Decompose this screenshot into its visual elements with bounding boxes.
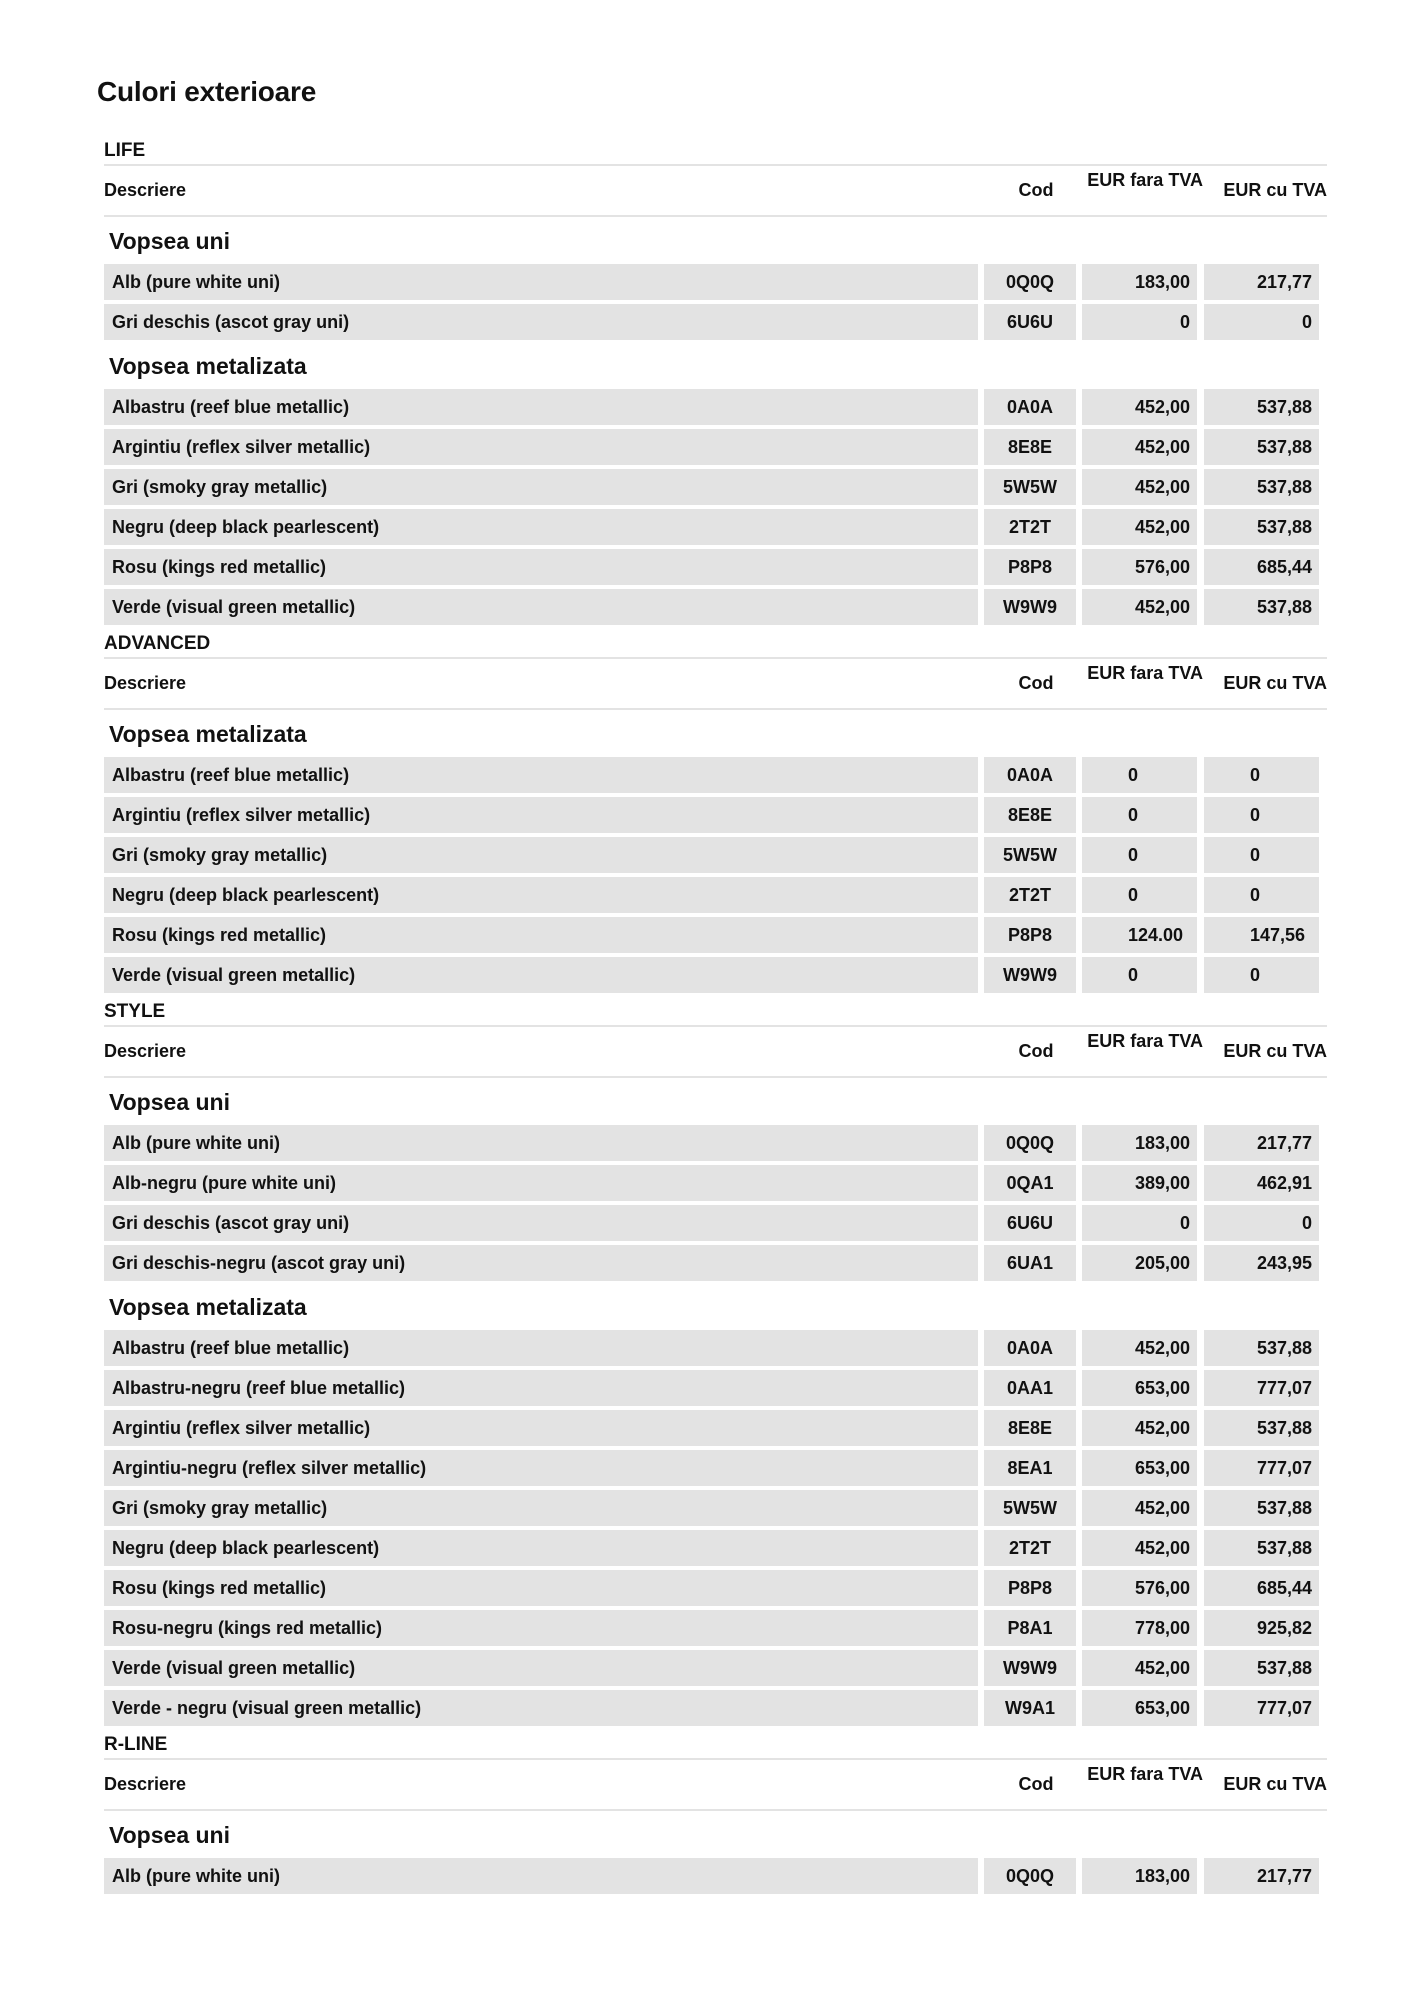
table-row xyxy=(104,587,1327,627)
table-row xyxy=(104,1408,1327,1448)
cell-price-gross: 0 xyxy=(1204,1205,1319,1241)
cell-price-gross: 0 xyxy=(1204,837,1319,873)
table-row xyxy=(104,467,1327,507)
table-row xyxy=(104,1568,1327,1608)
cell-price-net: 124.00 xyxy=(1082,917,1197,953)
cell-price-gross: 243,95 xyxy=(1204,1245,1319,1281)
cell-price-net: 452,00 xyxy=(1082,469,1197,505)
paint-group-title: Vopsea uni xyxy=(109,1089,230,1115)
cell-price-net: 0 xyxy=(1082,797,1197,833)
cell-description: Alb (pure white uni) xyxy=(104,1858,978,1894)
table-row xyxy=(104,915,1327,955)
cell-price-net: 0 xyxy=(1082,957,1197,993)
cell-description: Gri deschis (ascot gray uni) xyxy=(104,304,978,340)
paint-group-title: Vopsea uni xyxy=(109,1822,230,1848)
cell-description: Albastru (reef blue metallic) xyxy=(104,757,978,793)
table-row xyxy=(104,1608,1327,1648)
cell-price-net: 778,00 xyxy=(1082,1610,1197,1646)
trim-section xyxy=(104,627,1327,995)
cell-description: Argintiu (reflex silver metallic) xyxy=(104,797,978,833)
cell-description: Verde (visual green metallic) xyxy=(104,957,978,993)
cell-price-net: 0 xyxy=(1082,877,1197,913)
cell-description: Gri (smoky gray metallic) xyxy=(104,837,978,873)
cell-description: Gri (smoky gray metallic) xyxy=(104,1490,978,1526)
column-header xyxy=(104,166,1327,217)
cell-description: Gri deschis-negru (ascot gray uni) xyxy=(104,1245,978,1281)
table-row xyxy=(104,955,1327,995)
cell-price-net: 452,00 xyxy=(1082,389,1197,425)
header-code: Cod xyxy=(1018,673,1054,693)
cell-description: Verde - negru (visual green metallic) xyxy=(104,1690,978,1726)
cell-price-gross: 537,88 xyxy=(1204,1650,1319,1686)
cell-description: Albastru (reef blue metallic) xyxy=(104,389,978,425)
header-price-gross: EUR cu TVA xyxy=(1223,180,1327,200)
cell-price-net: 452,00 xyxy=(1082,429,1197,465)
cell-price-gross: 537,88 xyxy=(1204,509,1319,545)
cell-code: P8P8 xyxy=(984,917,1076,953)
cell-price-net: 653,00 xyxy=(1082,1370,1197,1406)
cell-description: Argintiu-negru (reflex silver metallic) xyxy=(104,1450,978,1486)
cell-price-gross: 777,07 xyxy=(1204,1690,1319,1726)
cell-price-gross: 537,88 xyxy=(1204,589,1319,625)
cell-code: 0A0A xyxy=(984,1330,1076,1366)
cell-description: Gri deschis (ascot gray uni) xyxy=(104,1205,978,1241)
cell-description: Negru (deep black pearlescent) xyxy=(104,1530,978,1566)
cell-description: Verde (visual green metallic) xyxy=(104,1650,978,1686)
section-label: ADVANCED xyxy=(104,627,1327,659)
table-row xyxy=(104,1488,1327,1528)
table-row xyxy=(104,1448,1327,1488)
cell-price-net: 183,00 xyxy=(1082,1125,1197,1161)
section-label: LIFE xyxy=(104,134,1327,166)
table-row xyxy=(104,302,1327,342)
cell-price-gross: 217,77 xyxy=(1204,264,1319,300)
header-price-gross: EUR cu TVA xyxy=(1223,673,1327,693)
cell-price-gross: 925,82 xyxy=(1204,1610,1319,1646)
cell-price-net: 576,00 xyxy=(1082,1570,1197,1606)
cell-price-gross: 685,44 xyxy=(1204,549,1319,585)
cell-price-gross: 462,91 xyxy=(1204,1165,1319,1201)
cell-code: 0Q0Q xyxy=(984,1858,1076,1894)
cell-description: Verde (visual green metallic) xyxy=(104,589,978,625)
cell-price-gross: 537,88 xyxy=(1204,429,1319,465)
cell-price-net: 0 xyxy=(1082,837,1197,873)
cell-price-gross: 0 xyxy=(1204,957,1319,993)
cell-price-gross: 147,56 xyxy=(1204,917,1319,953)
header-code: Cod xyxy=(1018,1774,1054,1794)
cell-price-net: 452,00 xyxy=(1082,1490,1197,1526)
trim-section xyxy=(104,134,1327,627)
paint-group-title: Vopsea metalizata xyxy=(109,353,307,379)
table-row xyxy=(104,1203,1327,1243)
cell-code: 6UA1 xyxy=(984,1245,1076,1281)
table-row xyxy=(104,795,1327,835)
table-row xyxy=(104,755,1327,795)
cell-code: 8EA1 xyxy=(984,1450,1076,1486)
cell-code: 0Q0Q xyxy=(984,1125,1076,1161)
cell-price-gross: 777,07 xyxy=(1204,1450,1319,1486)
table-row xyxy=(104,547,1327,587)
table-row xyxy=(104,1163,1327,1203)
cell-price-net: 576,00 xyxy=(1082,549,1197,585)
cell-code: 5W5W xyxy=(984,837,1076,873)
header-price-net: EUR fara TVA xyxy=(1087,1764,1203,1784)
header-description: Descriere xyxy=(104,1041,187,1061)
cell-description: Alb (pure white uni) xyxy=(104,1125,978,1161)
cell-price-net: 0 xyxy=(1082,757,1197,793)
cell-code: 0A0A xyxy=(984,757,1076,793)
cell-description: Gri (smoky gray metallic) xyxy=(104,469,978,505)
cell-price-gross: 0 xyxy=(1204,304,1319,340)
header-code: Cod xyxy=(1018,180,1054,200)
cell-code: 2T2T xyxy=(984,877,1076,913)
cell-price-gross: 537,88 xyxy=(1204,1490,1319,1526)
header-price-net: EUR fara TVA xyxy=(1087,663,1203,683)
cell-price-net: 205,00 xyxy=(1082,1245,1197,1281)
trim-section xyxy=(104,1728,1327,1896)
cell-price-gross: 537,88 xyxy=(1204,1330,1319,1366)
paint-group-title: Vopsea metalizata xyxy=(109,721,307,747)
cell-code: W9W9 xyxy=(984,1650,1076,1686)
cell-description: Rosu (kings red metallic) xyxy=(104,1570,978,1606)
header-description: Descriere xyxy=(104,1774,187,1794)
section-label: R-LINE xyxy=(104,1728,1327,1760)
cell-price-net: 389,00 xyxy=(1082,1165,1197,1201)
cell-code: 8E8E xyxy=(984,797,1076,833)
cell-code: W9W9 xyxy=(984,957,1076,993)
table-row xyxy=(104,1368,1327,1408)
cell-price-gross: 537,88 xyxy=(1204,469,1319,505)
header-price-net: EUR fara TVA xyxy=(1087,1031,1203,1051)
cell-price-gross: 537,88 xyxy=(1204,389,1319,425)
cell-price-net: 183,00 xyxy=(1082,1858,1197,1894)
cell-code: 8E8E xyxy=(984,429,1076,465)
cell-code: P8P8 xyxy=(984,1570,1076,1606)
cell-description: Rosu-negru (kings red metallic) xyxy=(104,1610,978,1646)
cell-description: Negru (deep black pearlescent) xyxy=(104,877,978,913)
table-row xyxy=(104,1856,1327,1896)
cell-code: 8E8E xyxy=(984,1410,1076,1446)
cell-description: Albastru-negru (reef blue metallic) xyxy=(104,1370,978,1406)
cell-description: Alb-negru (pure white uni) xyxy=(104,1165,978,1201)
cell-price-gross: 217,77 xyxy=(1204,1858,1319,1894)
cell-price-net: 653,00 xyxy=(1082,1450,1197,1486)
cell-price-net: 452,00 xyxy=(1082,1330,1197,1366)
table-row xyxy=(104,1328,1327,1368)
paint-group-title: Vopsea metalizata xyxy=(109,1294,307,1320)
cell-price-gross: 217,77 xyxy=(1204,1125,1319,1161)
cell-price-net: 452,00 xyxy=(1082,1650,1197,1686)
cell-code: P8A1 xyxy=(984,1610,1076,1646)
table-row xyxy=(104,1243,1327,1283)
cell-code: 6U6U xyxy=(984,1205,1076,1241)
cell-price-gross: 777,07 xyxy=(1204,1370,1319,1406)
cell-price-gross: 0 xyxy=(1204,877,1319,913)
table-row xyxy=(104,1123,1327,1163)
cell-description: Albastru (reef blue metallic) xyxy=(104,1330,978,1366)
cell-price-net: 452,00 xyxy=(1082,589,1197,625)
cell-description: Argintiu (reflex silver metallic) xyxy=(104,1410,978,1446)
cell-code: P8P8 xyxy=(984,549,1076,585)
cell-code: 0Q0Q xyxy=(984,264,1076,300)
header-description: Descriere xyxy=(104,673,187,693)
cell-code: 5W5W xyxy=(984,1490,1076,1526)
table-row xyxy=(104,835,1327,875)
cell-code: 0AA1 xyxy=(984,1370,1076,1406)
cell-price-net: 452,00 xyxy=(1082,1410,1197,1446)
cell-description: Alb (pure white uni) xyxy=(104,264,978,300)
cell-price-net: 452,00 xyxy=(1082,1530,1197,1566)
table-row xyxy=(104,507,1327,547)
cell-price-gross: 0 xyxy=(1204,757,1319,793)
page-title: Culori exterioare xyxy=(97,76,317,107)
column-header xyxy=(104,659,1327,710)
table-row xyxy=(104,1648,1327,1688)
cell-price-net: 183,00 xyxy=(1082,264,1197,300)
header-description: Descriere xyxy=(104,180,187,200)
cell-code: 2T2T xyxy=(984,1530,1076,1566)
cell-code: 0QA1 xyxy=(984,1165,1076,1201)
header-price-net: EUR fara TVA xyxy=(1087,170,1203,190)
header-price-gross: EUR cu TVA xyxy=(1223,1041,1327,1061)
price-sections xyxy=(104,134,1327,1896)
cell-description: Rosu (kings red metallic) xyxy=(104,917,978,953)
cell-price-gross: 685,44 xyxy=(1204,1570,1319,1606)
header-price-gross: EUR cu TVA xyxy=(1223,1774,1327,1794)
column-header xyxy=(104,1027,1327,1078)
cell-code: W9A1 xyxy=(984,1690,1076,1726)
cell-price-net: 452,00 xyxy=(1082,509,1197,545)
cell-price-gross: 0 xyxy=(1204,797,1319,833)
cell-price-gross: 537,88 xyxy=(1204,1530,1319,1566)
table-row xyxy=(104,427,1327,467)
cell-price-net: 0 xyxy=(1082,1205,1197,1241)
header-code: Cod xyxy=(1018,1041,1054,1061)
cell-code: 2T2T xyxy=(984,509,1076,545)
table-row xyxy=(104,1688,1327,1728)
table-row xyxy=(104,387,1327,427)
table-row xyxy=(104,875,1327,915)
cell-description: Negru (deep black pearlescent) xyxy=(104,509,978,545)
cell-price-net: 0 xyxy=(1082,304,1197,340)
table-row xyxy=(104,262,1327,302)
table-row xyxy=(104,1528,1327,1568)
cell-description: Rosu (kings red metallic) xyxy=(104,549,978,585)
cell-description: Argintiu (reflex silver metallic) xyxy=(104,429,978,465)
cell-code: 0A0A xyxy=(984,389,1076,425)
cell-price-net: 653,00 xyxy=(1082,1690,1197,1726)
cell-price-gross: 537,88 xyxy=(1204,1410,1319,1446)
cell-code: 6U6U xyxy=(984,304,1076,340)
cell-code: 5W5W xyxy=(984,469,1076,505)
column-header xyxy=(104,1760,1327,1811)
section-label: STYLE xyxy=(104,995,1327,1027)
cell-code: W9W9 xyxy=(984,589,1076,625)
paint-group-title: Vopsea uni xyxy=(109,228,230,254)
trim-section xyxy=(104,995,1327,1728)
